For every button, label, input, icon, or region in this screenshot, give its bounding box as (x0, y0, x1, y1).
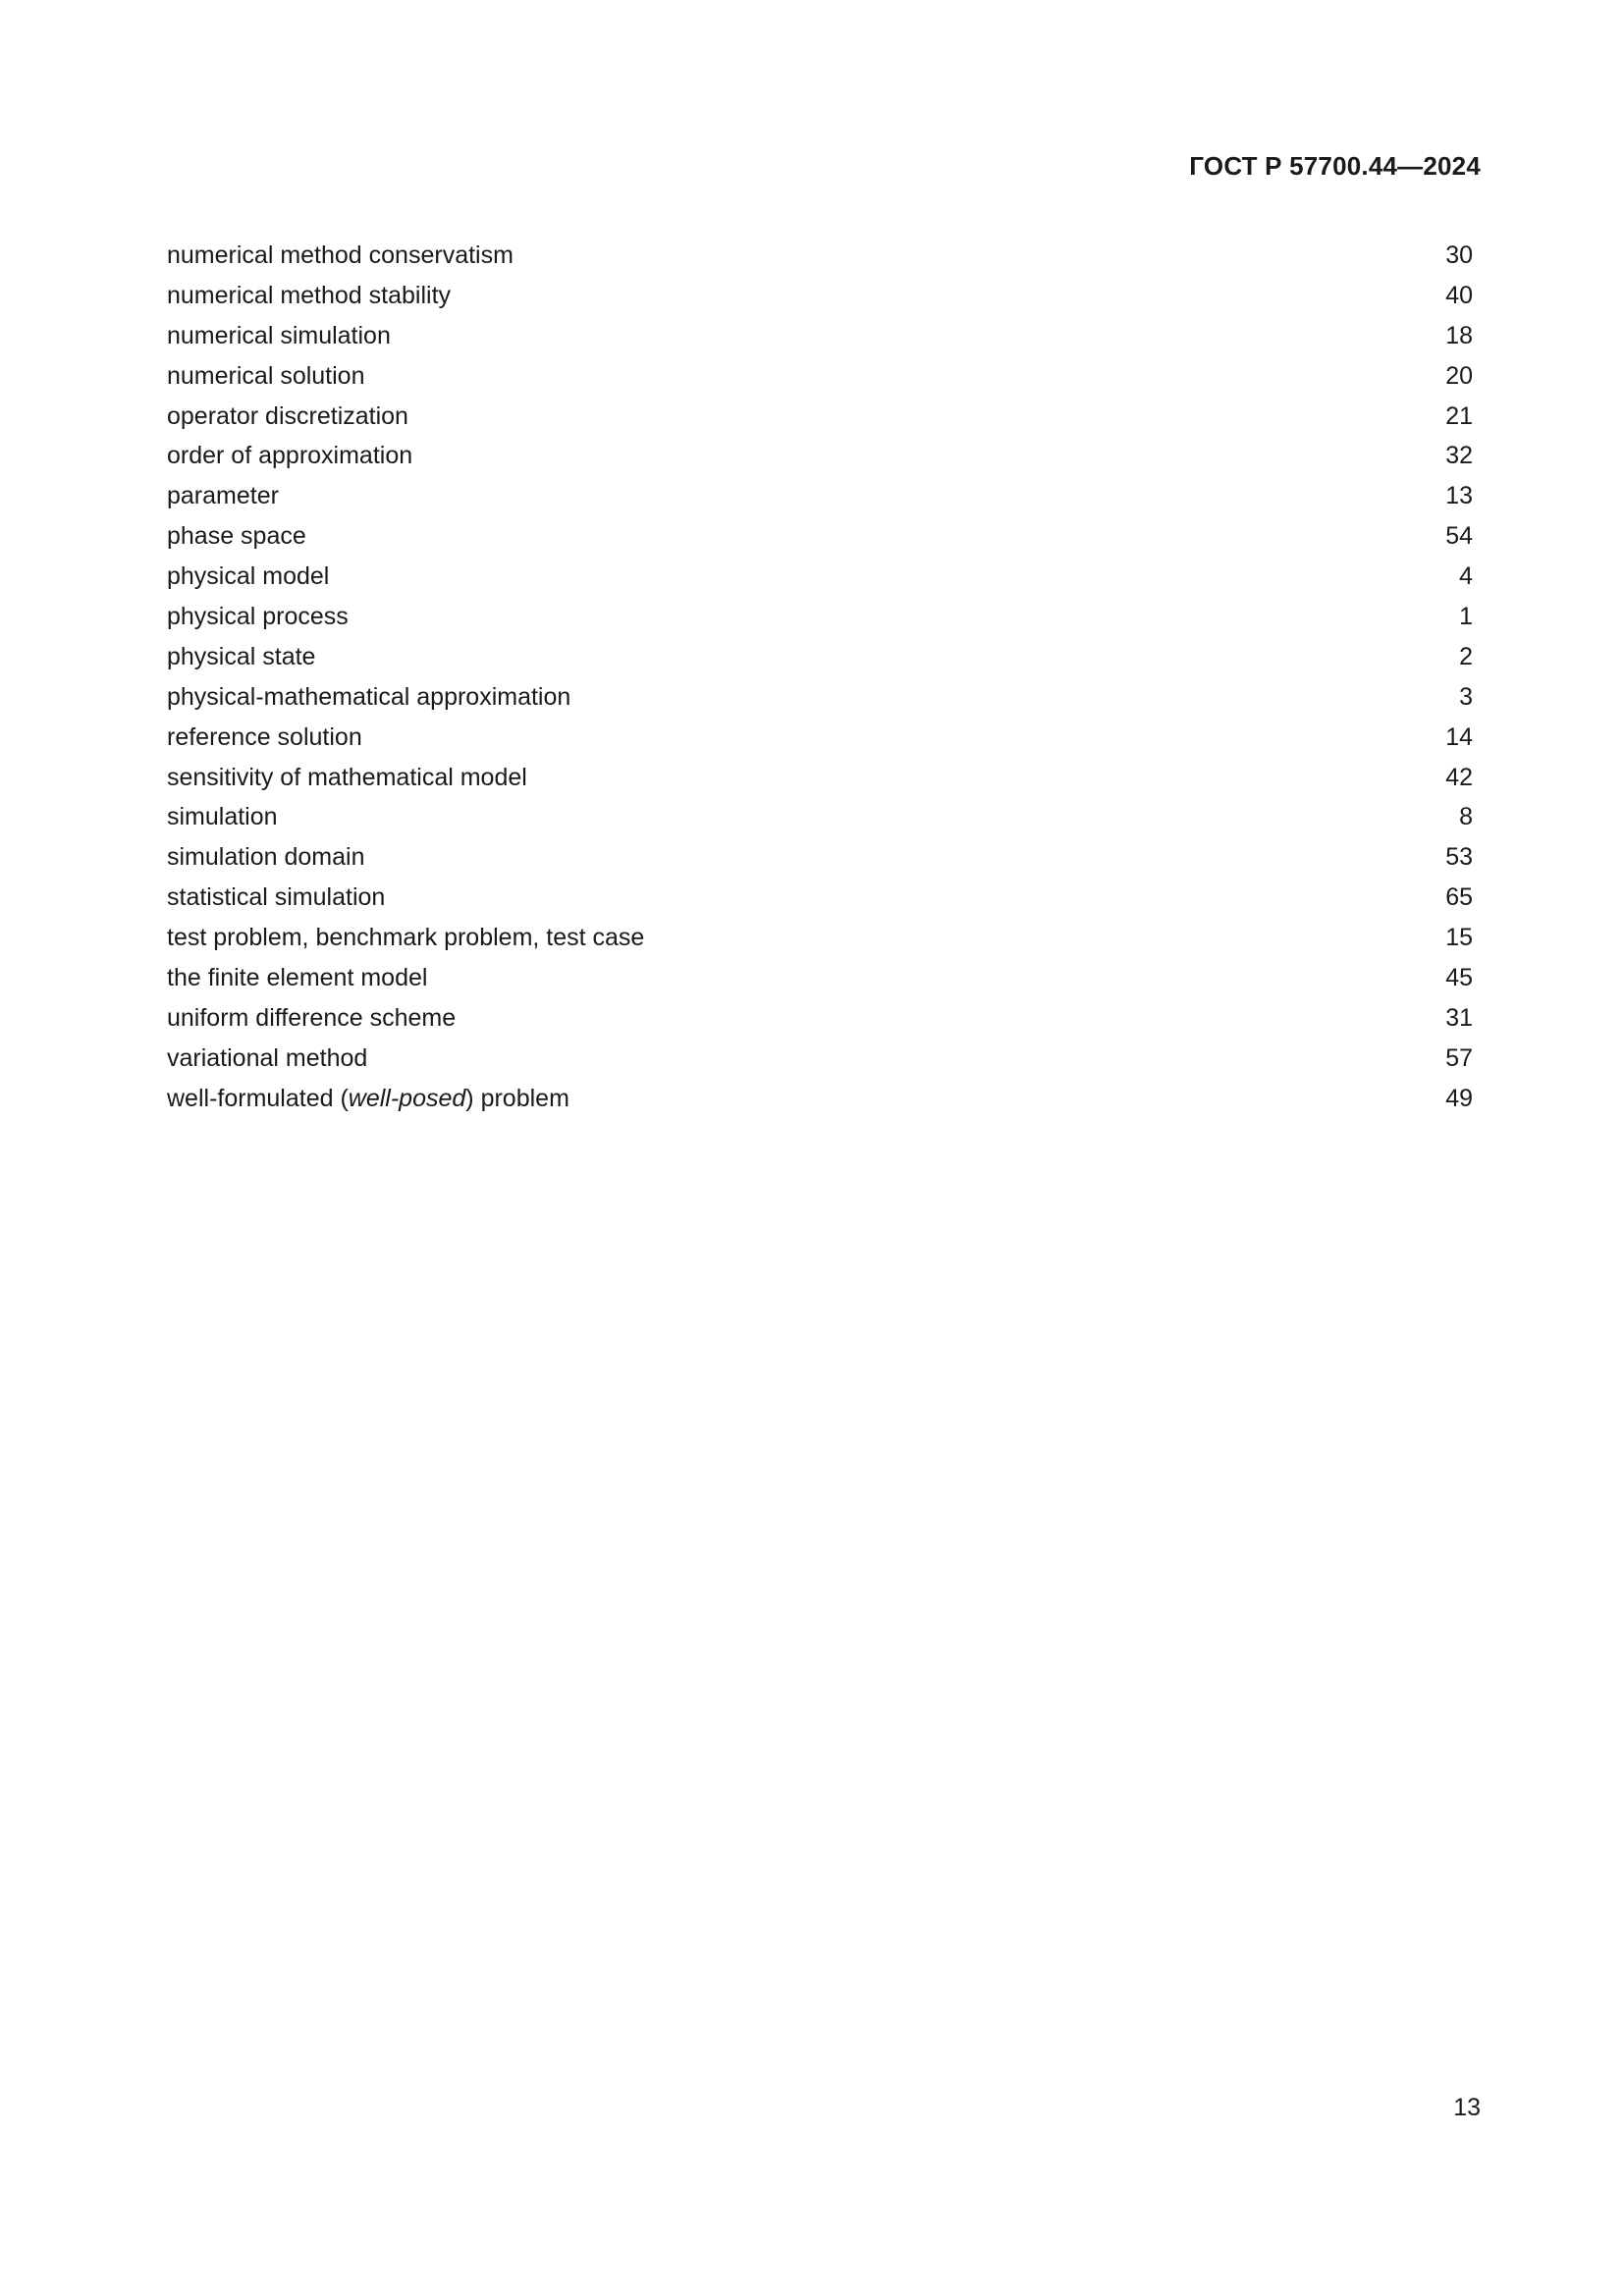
index-entry (167, 718, 1473, 758)
index-entry (167, 1039, 1473, 1079)
index-entry (167, 758, 1473, 798)
index-term-italic: well-posed (348, 1084, 466, 1112)
index-entry (167, 797, 1473, 837)
index-entry (167, 958, 1473, 998)
index-term: parameter (167, 482, 279, 510)
index-number: 40 (1445, 281, 1473, 309)
index-term: reference solution (167, 722, 362, 751)
index-term: physical-mathematical approximation (167, 682, 571, 711)
index-number: 14 (1445, 722, 1473, 751)
standard-code: ГОСТ Р 57700.44—2024 (1189, 151, 1481, 181)
index-term: physical model (167, 562, 330, 591)
index-number: 2 (1459, 642, 1473, 670)
index-number: 15 (1445, 924, 1473, 952)
index-entry (167, 236, 1473, 276)
index-term: test problem, benchmark problem, test case (167, 924, 645, 952)
index-entry (167, 557, 1473, 597)
index-term: phase space (167, 522, 306, 551)
index-term: sensitivity of mathematical model (167, 763, 527, 791)
index-entry (167, 397, 1473, 437)
index-number: 1 (1459, 603, 1473, 631)
index-term: numerical simulation (167, 321, 391, 349)
index-term: physical process (167, 603, 349, 631)
index-entry (167, 918, 1473, 958)
index-entry (167, 276, 1473, 316)
index-number: 54 (1445, 522, 1473, 551)
index-term: variational method (167, 1043, 368, 1072)
index-entry (167, 998, 1473, 1039)
page-number: 13 (1453, 2094, 1481, 2121)
index-number: 45 (1445, 964, 1473, 992)
index-term-suffix: ) problem (465, 1084, 569, 1112)
index-term: physical state (167, 642, 316, 670)
index-term: numerical solution (167, 361, 365, 390)
index-term: numerical method conservatism (167, 241, 514, 269)
index-number: 65 (1445, 883, 1473, 912)
index-number: 13 (1445, 482, 1473, 510)
index-term: order of approximation (167, 442, 413, 470)
index-entry (167, 597, 1473, 637)
index-term: statistical simulation (167, 883, 386, 912)
index-number: 49 (1445, 1084, 1473, 1112)
index-number: 42 (1445, 763, 1473, 791)
index-number: 18 (1445, 321, 1473, 349)
index-number: 53 (1445, 843, 1473, 872)
index-entry (167, 516, 1473, 557)
index-term (167, 1079, 569, 1119)
index-entry (167, 316, 1473, 356)
index-term: the finite element model (167, 964, 428, 992)
index-term: simulation (167, 803, 278, 831)
index-number: 3 (1459, 682, 1473, 711)
index-entry (167, 677, 1473, 718)
index-entry (167, 637, 1473, 677)
index-entry (167, 878, 1473, 918)
index-entry (167, 476, 1473, 516)
index-number: 4 (1459, 562, 1473, 591)
index-term: uniform difference scheme (167, 1003, 457, 1032)
index-term: numerical method stability (167, 281, 452, 309)
index-entry (167, 1079, 1473, 1119)
index-number: 21 (1445, 401, 1473, 430)
index-term-prefix: well-formulated ( (167, 1084, 349, 1112)
alphabetical-index (167, 236, 1473, 1119)
index-entry (167, 436, 1473, 476)
index-number: 32 (1445, 442, 1473, 470)
index-term: simulation domain (167, 843, 365, 872)
index-entry (167, 837, 1473, 878)
index-number: 30 (1445, 241, 1473, 269)
index-number: 20 (1445, 361, 1473, 390)
index-number: 31 (1445, 1003, 1473, 1032)
index-number: 57 (1445, 1043, 1473, 1072)
index-entry (167, 356, 1473, 397)
index-number: 8 (1459, 803, 1473, 831)
index-term: operator discretization (167, 401, 408, 430)
